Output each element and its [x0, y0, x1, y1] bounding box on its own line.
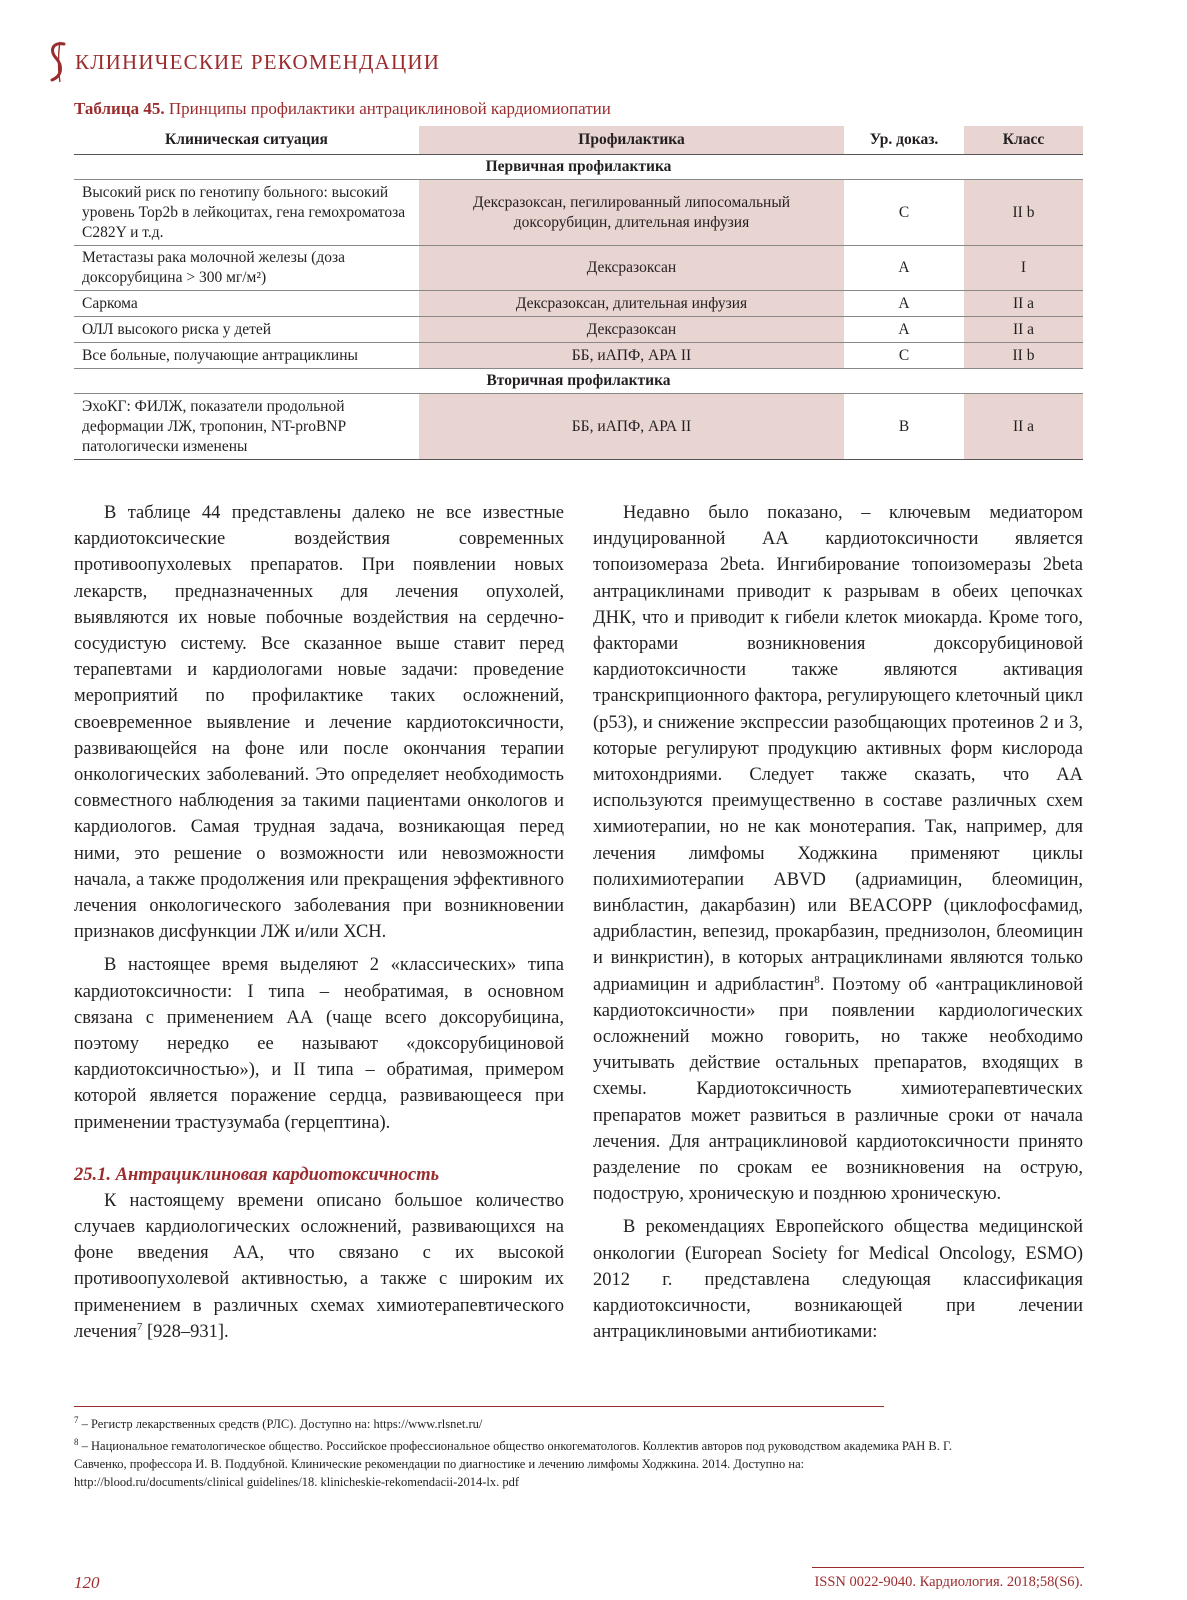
class-cell: II b — [964, 343, 1083, 369]
section-title: Первичная профилактика — [74, 155, 1083, 180]
class-cell: II a — [964, 291, 1083, 317]
evidence-level-cell: A — [844, 246, 964, 291]
column-header: Ур. доказ. — [844, 126, 964, 155]
section-title: Вторичная профилактика — [74, 369, 1083, 394]
table-section-row — [74, 155, 1083, 180]
paragraph-text: [928–931]. — [142, 1321, 229, 1342]
table-caption — [74, 99, 611, 119]
prevention-cell: Дексразоксан, пегилированный липосомальный доксорубицин, длительная инфузия — [419, 180, 844, 246]
body-paragraph: В таблице 44 представлены далеко не все известные кардиотоксические воздействия современных противоопухолевых препаратов. При появлении новых лекарств, предназначенных для лечения опухолей, выявляются их новые побочные воздействия на сердечно-сосудистую систему. Все сказанное выше ставит перед терапевтами и кардиологами новые задачи: проведение мероприятий по профилактике таких осложнений, своевременное выявление и лечение кардиотоксичности, развивающейся на фоне или после окончания терапии онкологических заболеваний. Это определяет необходимость совместного наблюдения за такими пациентами онкологов и кардиологов. Самая трудная задача, возникающая перед ними, это решение о возможности или невозможности начала, а также продолжения или прекращения эффективного лечения онкологического заболевания при возникновении признаков дисфункции ЛЖ и/или ХСН. — [74, 503, 564, 943]
table-row — [74, 343, 1083, 369]
page-number: 120 — [74, 1573, 100, 1592]
class-cell: II a — [964, 317, 1083, 343]
table-row — [74, 317, 1083, 343]
table-header-row — [74, 126, 1083, 155]
situation-cell: ЭхоКГ: ФИЛЖ, показатели продольной деформации ЛЖ, тропонин, NT-proBNP патологически изменены — [74, 394, 419, 460]
prevention-cell: ББ, иАПФ, АРА II — [419, 394, 844, 460]
column-header: Клиническая ситуация — [74, 126, 419, 155]
class-cell: I — [964, 246, 1083, 291]
footnote-ref: 8 — [814, 973, 820, 986]
footnote-text: – Национальное гематологическое общество. Российское профессиональное общество онкогематологов. Коллектив авторов под руководством академика РАН В. Г. Савченко, профессора И. В. Поддубной. Клинические рекомендации по диагностике и лечению лимфомы Ходжкина. 2014. Доступно на: http://blood.ru/documents/clinical guidelines/18. klinicheskie-rekomendacii-2014-lx. pdf — [74, 1439, 952, 1490]
footnote-divider — [74, 1406, 884, 1407]
right-column — [593, 500, 1083, 1346]
table-label: Таблица 45. — [74, 99, 165, 118]
body-paragraph: В настоящее время выделяют 2 «классических» типа кардиотоксичности: I типа – необратимая, в основном связана с применением АА (чаще всего доксорубицина, поэтому нередко ее называют «доксорубициновой кардиотоксичностью»), и II типа – обратимая, примером которой является поражение сердца, развивающееся при применении трастузумаба (герцептина). — [74, 955, 564, 1133]
prevention-table — [74, 126, 1083, 460]
table-row — [74, 291, 1083, 317]
situation-cell: Высокий риск по генотипу больного: высокий уровень Top2b в лейкоцитах, гена гемохроматоза C282Y и т.д. — [74, 180, 419, 246]
journal-logo-icon — [45, 40, 71, 84]
footnote-mark: 7 — [74, 1415, 79, 1425]
paragraph-text: К настоящему времени описано большое количество случаев кардиологических осложнений, развивающихся на фоне введения АА, что связано с их высокой противоопухолевой активностью, а также с широким их применением в различных схемах химиотерапевтического лечения — [74, 1190, 564, 1342]
paragraph-text: . Поэтому об «антрациклиновой кардиотоксичности» при появлении кардиологических осложнений можно говорить, но также необходимо учитывать действие остальных препаратов, входящих в схемы. Кардиотоксичность химиотерапевтических препаратов может развиться в различные сроки от начала лечения. Для антрациклиновой кардиотоксичности принято разделение по срокам ее возникновения на острую, подострую, хроническую и позднюю хроническую. — [593, 974, 1083, 1205]
body-paragraph: В рекомендациях Европейского общества медицинской онкологии (European Society for Medical Oncology, ESMO) 2012 г. представлена следующая классификация кардиотоксичности, возникающей при лечении антрациклиновыми антибиотиками: — [593, 1217, 1083, 1343]
footer-divider — [812, 1567, 1084, 1568]
table-row — [74, 246, 1083, 291]
prevention-cell: Дексразоксан, длительная инфузия — [419, 291, 844, 317]
journal-section-title: КЛИНИЧЕСКИЕ РЕКОМЕНДАЦИИ — [75, 50, 441, 74]
column-header: Профилактика — [419, 126, 844, 155]
footnote-mark: 8 — [74, 1437, 79, 1448]
table-caption-text: Принципы профилактики антрациклиновой кардиомиопатии — [168, 99, 611, 118]
evidence-level-cell: C — [844, 343, 964, 369]
footnotes — [74, 1411, 974, 1491]
body-paragraph — [593, 500, 1083, 1207]
situation-cell: Все больные, получающие антрациклины — [74, 343, 419, 369]
paragraph-text: Недавно было показано, – ключевым медиатором индуцированной АА кардиотоксичности является топоизомераза 2beta. Ингибирование топоизомеразы 2beta антрациклинами приводит к разрывам в обеих цепочках ДНК, что и приводит к гибели клеток миокарда. Кроме того, факторами возникновения доксорубициновой кардиотоксичности также являются активация транскрипционного фактора, регулирующего клеточный цикл (p53), и снижение экспрессии разобщающих протеинов 2 и 3, которые регулируют продукцию активных форм кислорода митохондриями. Следует также сказать, что АА используются преимущественно в составе различных схем химиотерапии, но не как монотерапия. Так, например, для лечения лимфомы Ходжкина применяют циклы полихимиотерапии ABVD (адриамицин, блеомицин, винбластин, дакарбазин) или BEACOPP (циклофосфамид, адрибластин, вепезид, прокарбазин, преднизолон, блеомицин и винкристин), в которых антрациклинами являются только адриамицин и адрибластин — [593, 503, 1083, 995]
situation-cell: Саркома — [74, 291, 419, 317]
body-paragraph — [74, 1188, 564, 1345]
situation-cell: ОЛЛ высокого риска у детей — [74, 317, 419, 343]
table-section-row — [74, 369, 1083, 394]
footnote-ref: 7 — [136, 1320, 143, 1333]
table-row — [74, 394, 1083, 460]
left-column — [74, 500, 564, 1345]
column-header: Класс — [964, 126, 1083, 155]
evidence-level-cell: A — [844, 291, 964, 317]
evidence-level-cell: C — [844, 180, 964, 246]
footnote — [74, 1411, 974, 1433]
evidence-level-cell: B — [844, 394, 964, 460]
class-cell: II b — [964, 180, 1083, 246]
footnote-text: – Регистр лекарственных средств (РЛС). Доступно на: https://www.rlsnet.ru/ — [78, 1417, 483, 1432]
prevention-cell: Дексразоксан — [419, 246, 844, 291]
section-heading: 25.1. Антрациклиновая кардиотоксичность — [74, 1164, 440, 1185]
footnote — [74, 1433, 974, 1491]
prevention-cell: ББ, иАПФ, АРА II — [419, 343, 844, 369]
class-cell: II a — [964, 394, 1083, 460]
journal-citation: ISSN 0022-9040. Кардиология. 2018;58(S6). — [814, 1574, 1083, 1590]
table-row — [74, 180, 1083, 246]
situation-cell: Метастазы рака молочной железы (доза доксорубицина > 300 мг/м²) — [74, 246, 419, 291]
evidence-level-cell: A — [844, 317, 964, 343]
prevention-cell: Дексразоксан — [419, 317, 844, 343]
